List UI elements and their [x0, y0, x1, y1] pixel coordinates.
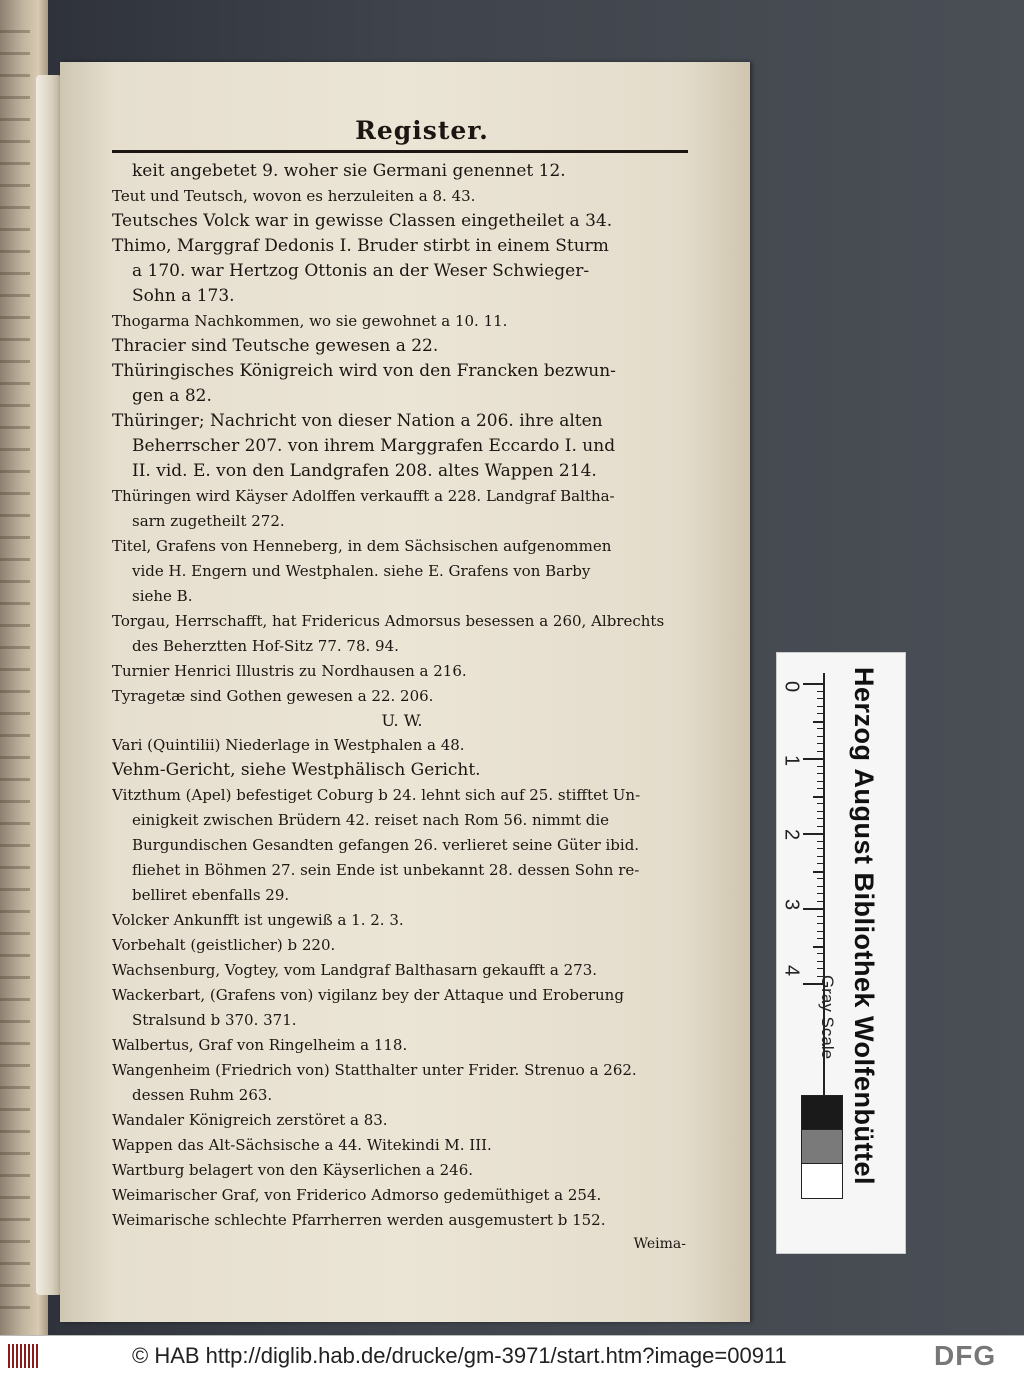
ruler-tick: [817, 901, 823, 902]
ruler-tick: [817, 931, 823, 932]
register-entry-line: Wachsenburg, Vogtey, vom Landgraf Balthasarn gekaufft a 273.: [112, 961, 598, 979]
ruler-tick: [803, 908, 823, 910]
gray-swatch-dark: [801, 1095, 843, 1131]
previous-page-text-bleed: [0, 30, 30, 1310]
ruler-tick: [817, 713, 823, 714]
register-entry-line: keit angebetet 9. woher sie Germani genennet 12.: [132, 161, 566, 181]
register-entry-line: Volcker Ankunfft ist ungewiß a 1. 2. 3.: [112, 911, 404, 929]
ruler-tick: [817, 706, 823, 707]
register-entry-line: sarn zugetheilt 272.: [132, 512, 285, 530]
catchword: Weima-: [633, 1236, 686, 1252]
footer-url-text[interactable]: © HAB http://diglib.hab.de/drucke/gm-3971/start.htm?image=00911: [132, 1343, 787, 1368]
register-entry-line: Torgau, Herrschafft, hat Fridericus Admorsus besessen a 260, Albrechts: [112, 612, 665, 630]
register-entry-line: Thüringer; Nachricht von dieser Nation a 206. ihre alten: [112, 411, 603, 431]
ruler-tick: [817, 886, 823, 887]
ruler-tick: [817, 953, 823, 954]
book-gutter: [36, 75, 62, 1295]
scale-number: 3: [780, 898, 803, 911]
dfg-logo: DFG: [934, 1340, 997, 1371]
register-entry-line: Wandaler Königreich zerstöret a 83.: [112, 1111, 388, 1129]
register-entry-line: siehe B.: [132, 587, 193, 605]
ruler-tick: [803, 683, 823, 685]
register-entry-line: Stralsund b 370. 371.: [132, 1011, 297, 1029]
register-entry-line: Vitzthum (Apel) befestiget Coburg b 24. lehnt sich auf 25. stifftet Un-: [112, 786, 641, 804]
book-page: [60, 62, 750, 1322]
ruler-tick: [803, 758, 823, 760]
register-entry-line: Weimarischer Graf, von Friderico Admorso gedemüthiget a 254.: [112, 1186, 602, 1204]
ruler-tick: [817, 856, 823, 857]
gray-swatch-light: [801, 1163, 843, 1199]
ruler-tick: [813, 946, 823, 948]
ruler-tick: [817, 811, 823, 812]
register-entry-line: Thüringisches Königreich wird von den Francken bezwun-: [112, 361, 616, 381]
register-entry-line: fliehet in Böhmen 27. sein Ende ist unbekannt 28. dessen Sohn re-: [132, 861, 640, 879]
register-entry-line: a 170. war Hertzog Ottonis an der Weser Schwieger-: [132, 261, 590, 281]
register-entry-line: Wangenheim (Friedrich von) Statthalter unter Frider. Strenuo a 262.: [112, 1061, 637, 1079]
register-entry-line: Turnier Henrici Illustris zu Nordhausen a 216.: [112, 662, 467, 680]
ruler-tick: [813, 871, 823, 873]
register-entry-line: Teut und Teutsch, wovon es herzuleiten a 8. 43.: [112, 187, 476, 205]
ruler-tick: [817, 848, 823, 849]
hab-logo-icon: [8, 1344, 38, 1368]
register-entry-line: des Beherztten Hof-Sitz 77. 78. 94.: [132, 637, 399, 655]
ruler-tick: [817, 938, 823, 939]
ruler-tick: [817, 961, 823, 962]
register-entry-line: Wackerbart, (Grafens von) vigilanz bey der Attaque und Eroberung: [112, 986, 624, 1004]
register-entry-line: Sohn a 173.: [132, 286, 235, 306]
register-entry-line: Vari (Quintilii) Niederlage in Westphalen a 48.: [112, 736, 465, 754]
ruler-tick: [817, 841, 823, 842]
register-entry-line: Burgundischen Gesandten gefangen 26. verlieret seine Güter ibid.: [132, 836, 640, 854]
ruler-tick: [817, 743, 823, 744]
register-entry-line: Weimarische schlechte Pfarrherren werden ausgemustert b 152.: [112, 1211, 606, 1229]
register-entry-line: belliret ebenfalls 29.: [132, 886, 290, 904]
ruler-tick: [803, 833, 823, 835]
register-entry-line: vide H. Engern und Westphalen. siehe E. Grafens von Barby: [132, 562, 591, 580]
register-text-block: [112, 112, 692, 1255]
section-letters: U. W.: [381, 711, 423, 730]
register-entry-line: Beherrscher 207. von ihrem Marggrafen Eccardo I. und: [132, 436, 616, 456]
ruler-tick: [817, 751, 823, 752]
ruler-tick: [817, 773, 823, 774]
register-entry-line: Thüringen wird Käyser Adolffen verkaufft a 228. Landgraf Baltha-: [112, 487, 615, 505]
ruler-tick: [817, 803, 823, 804]
register-entry-line: Thogarma Nachkommen, wo sie gewohnet a 10. 11.: [112, 312, 508, 330]
register-entry-line: Vorbehalt (geistlicher) b 220.: [112, 936, 336, 954]
ruler-tick: [817, 781, 823, 782]
register-entry-line: Walbertus, Graf von Ringelheim a 118.: [112, 1036, 408, 1054]
ruler-tick: [817, 766, 823, 767]
register-entries: [112, 159, 692, 1233]
ruler-tick: [813, 796, 823, 798]
register-entry-line: einigkeit zwischen Brüdern 42. reiset nach Rom 56. nimmt die: [132, 811, 610, 829]
color-target-card: [776, 652, 906, 1254]
heading-rule: [112, 150, 688, 153]
gray-scale-label: Gray Scale: [818, 975, 837, 1060]
scale-number: 2: [780, 828, 803, 841]
scale-number: 4: [780, 964, 803, 977]
register-entry-line: Wartburg belagert von den Käyserlichen a 246.: [112, 1161, 474, 1179]
scale-number: 0: [780, 680, 803, 693]
ruler-tick: [817, 788, 823, 789]
ruler-tick: [817, 728, 823, 729]
scale-number: 1: [780, 754, 803, 767]
gray-swatch-mid: [801, 1129, 843, 1165]
ruler-tick: [817, 818, 823, 819]
ruler-tick: [817, 736, 823, 737]
ruler-tick: [813, 721, 823, 723]
ruler-tick: [817, 893, 823, 894]
ruler-tick: [817, 968, 823, 969]
ruler-tick: [817, 863, 823, 864]
footer-bar: [0, 1335, 1024, 1376]
register-entry-line: dessen Ruhm 263.: [132, 1086, 273, 1104]
register-entry-line: Thimo, Marggraf Dedonis I. Bruder stirbt in einem Sturm: [112, 236, 609, 256]
ruler-tick: [817, 923, 823, 924]
ruler-tick: [817, 826, 823, 827]
ruler-tick: [817, 916, 823, 917]
register-entry-line: Vehm-Gericht, siehe Westphälisch Gericht.: [112, 760, 481, 780]
register-entry-line: Thracier sind Teutsche gewesen a 22.: [112, 336, 439, 356]
register-entry-line: Tyragetæ sind Gothen gewesen a 22. 206.: [112, 687, 434, 705]
register-entry-line: II. vid. E. von den Landgrafen 208. altes Wappen 214.: [132, 461, 597, 481]
page-heading: Register.: [355, 116, 489, 145]
ruler-tick: [817, 878, 823, 879]
register-entry-line: Wappen das Alt-Sächsische a 44. Witekindi M. III.: [112, 1136, 492, 1154]
register-entry-line: gen a 82.: [132, 386, 212, 406]
ruler-tick: [817, 698, 823, 699]
library-title: Herzog August Bibliothek Wolfenbüttel: [849, 667, 879, 1185]
register-entry-line: Titel, Grafens von Henneberg, in dem Sächsischen aufgenommen: [112, 537, 612, 555]
ruler-tick: [817, 691, 823, 692]
register-entry-line: Teutsches Volck war in gewisse Classen eingetheilet a 34.: [112, 211, 613, 231]
